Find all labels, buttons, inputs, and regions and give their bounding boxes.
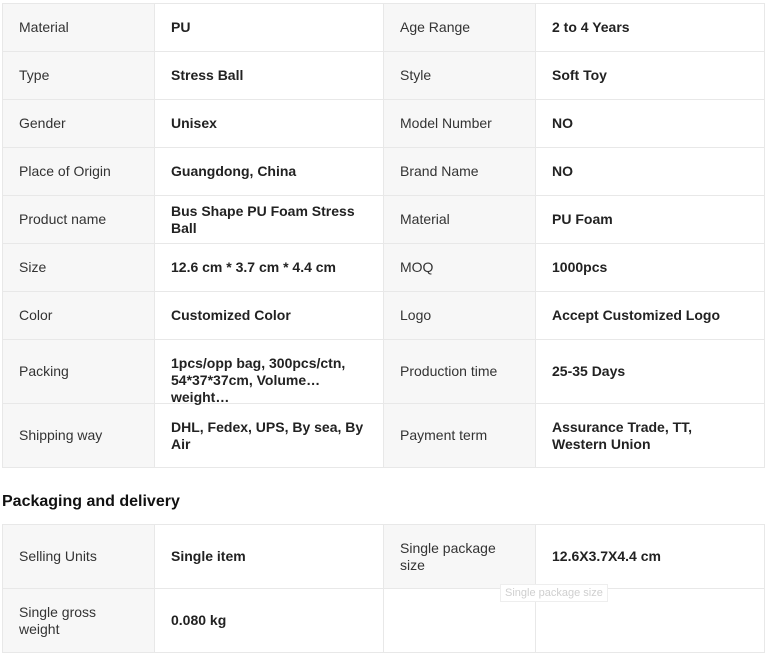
- attribute-label: Logo: [384, 292, 536, 340]
- attribute-label: Single gross weight: [3, 589, 155, 653]
- table-row: [3, 100, 765, 148]
- attribute-value: Bus Shape PU Foam Stress Ball: [155, 196, 384, 244]
- attribute-value: [155, 340, 384, 404]
- attribute-label: Size: [3, 244, 155, 292]
- attribute-value: Stress Ball: [155, 52, 384, 100]
- table-row: [3, 340, 765, 404]
- attribute-value: 2 to 4 Years: [536, 4, 765, 52]
- attribute-value: Unisex: [155, 100, 384, 148]
- attribute-label: Brand Name: [384, 148, 536, 196]
- attribute-label: MOQ: [384, 244, 536, 292]
- attribute-value: 0.080 kg: [155, 589, 384, 653]
- table-row: [3, 148, 765, 196]
- attribute-label: Payment term: [384, 404, 536, 468]
- attribute-label: Place of Origin: [3, 148, 155, 196]
- product-attributes-table: [2, 3, 765, 468]
- attribute-label: Material: [3, 4, 155, 52]
- attribute-value: 1000pcs: [536, 244, 765, 292]
- attribute-value: 12.6X3.7X4.4 cm: [536, 525, 765, 589]
- attribute-label: Age Range: [384, 4, 536, 52]
- table-row: [3, 4, 765, 52]
- attribute-label: Type: [3, 52, 155, 100]
- table-row: [3, 244, 765, 292]
- attribute-value: Soft Toy: [536, 52, 765, 100]
- attribute-value: 25-35 Days: [536, 340, 765, 404]
- attribute-value: Single item: [155, 525, 384, 589]
- table-row: [3, 196, 765, 244]
- attribute-value: DHL, Fedex, UPS, By sea, By Air: [155, 404, 384, 468]
- attribute-value: Guangdong, China: [155, 148, 384, 196]
- table-row: [3, 52, 765, 100]
- attribute-value: Customized Color: [155, 292, 384, 340]
- attribute-label: Shipping way: [3, 404, 155, 468]
- attribute-label: Color: [3, 292, 155, 340]
- attribute-value: NO: [536, 148, 765, 196]
- attribute-label: Product name: [3, 196, 155, 244]
- attribute-value: PU: [155, 4, 384, 52]
- attribute-label: Style: [384, 52, 536, 100]
- attribute-value: Assurance Trade, TT, Western Union: [536, 404, 765, 468]
- attribute-value: Accept Customized Logo: [536, 292, 765, 340]
- attribute-value-text: 1pcs/opp bag, 300pcs/ctn, 54*37*37cm, Volume weight…: [171, 354, 346, 405]
- table-row: [3, 292, 765, 340]
- attribute-label: Material: [384, 196, 536, 244]
- section-heading-packaging: Packaging and delivery: [2, 493, 180, 510]
- attribute-label: Gender: [3, 100, 155, 148]
- packaging-delivery-table: [2, 524, 765, 653]
- attribute-value: 12.6 cm * 3.7 cm * 4.4 cm: [155, 244, 384, 292]
- attribute-label: Single package size: [384, 525, 536, 589]
- attribute-label: Production time: [384, 340, 536, 404]
- attribute-value: PU Foam: [536, 196, 765, 244]
- table-row: [3, 589, 765, 653]
- attribute-label: Model Number: [384, 100, 536, 148]
- tooltip: Single package size: [500, 584, 608, 602]
- attribute-value: NO: [536, 100, 765, 148]
- table-row: [3, 404, 765, 468]
- attribute-label: Selling Units: [3, 525, 155, 589]
- attribute-label: Packing: [3, 340, 155, 404]
- table-row: [3, 525, 765, 589]
